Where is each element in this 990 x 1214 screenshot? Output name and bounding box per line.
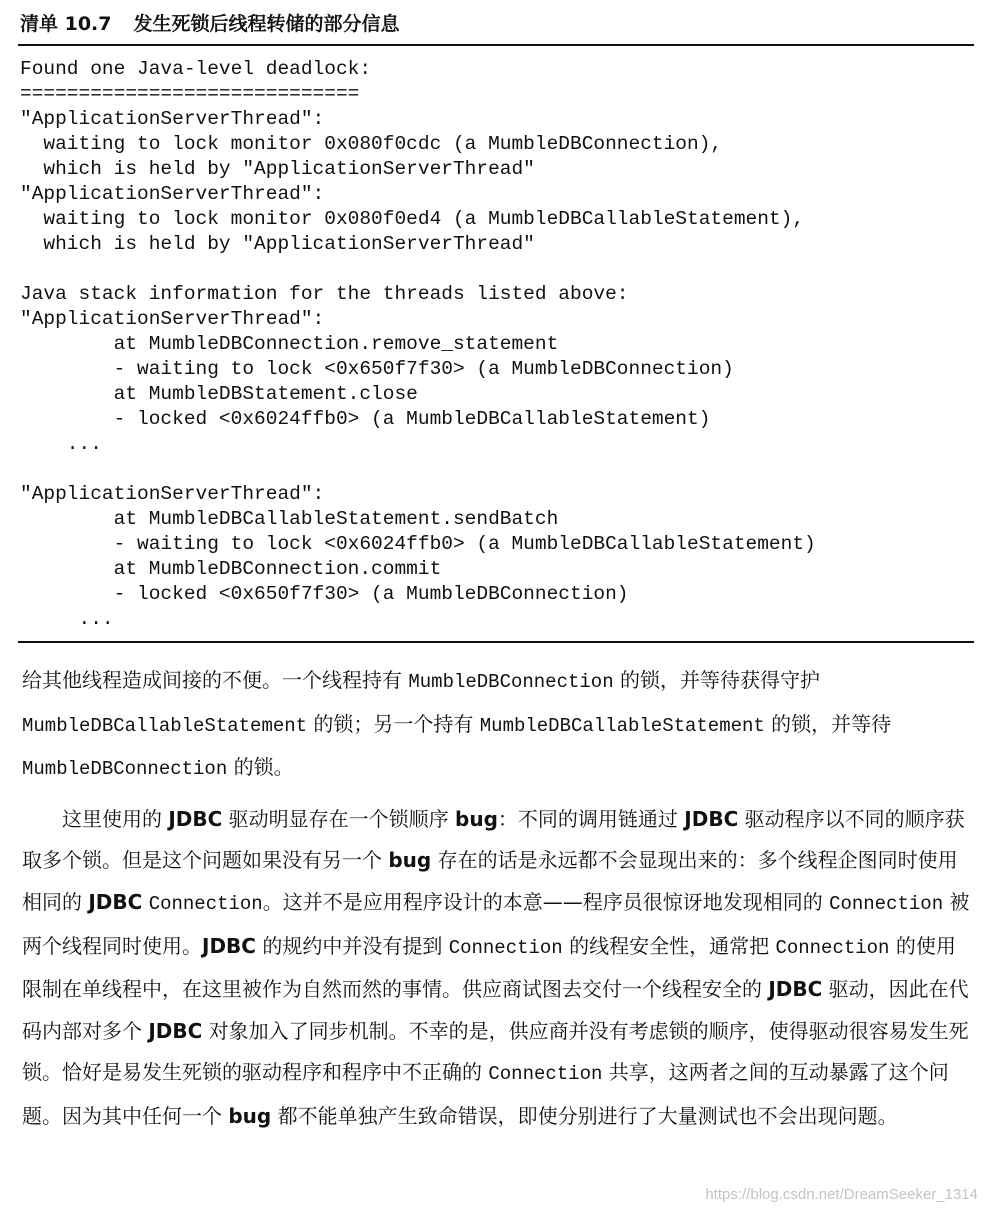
code-term: MumbleDBConnection — [22, 758, 228, 781]
text-run: 的锁；另一个持有 — [307, 711, 480, 736]
text-run: 存在的话是永远都不会显现出来的：多个线程企图同时使用相同的 — [22, 848, 958, 914]
listing-caption — [20, 8, 400, 40]
text-run: 的使用限制在单线程中，在这里被作为自然而然的事情。供应商试图去交付一个线程安全的 — [22, 933, 956, 1002]
code-line: at MumbleDBConnection.commit — [20, 558, 442, 580]
term-jdbc: JDBC — [202, 933, 256, 958]
term-bug: bug — [455, 806, 498, 831]
text-run: 驱动，因此在代码内部对多个 — [22, 977, 969, 1043]
paragraph — [22, 799, 972, 1138]
code-line — [20, 257, 816, 282]
term-jdbc: JDBC — [148, 1018, 203, 1043]
text-run: 的锁。 — [227, 755, 294, 780]
text-run: 。这并不是应用程序设计的本意——程序员很惊讶地发现相同的 — [262, 889, 830, 914]
code-line: ... — [20, 433, 102, 455]
code-line: - locked <0x6024ffb0> (a MumbleDBCallableStatement) — [20, 408, 711, 430]
text-run: 共享，这两者之间的互动暴露了这个问题。因为其中任何一个 — [22, 1060, 949, 1128]
code-term: MumbleDBConnection — [408, 671, 614, 693]
text-run: 的规约中并没有提到 — [255, 933, 449, 958]
term-jdbc: JDBC — [768, 977, 823, 1002]
code-line: - waiting to lock <0x6024ffb0> (a MumbleDBCallableStatement) — [20, 533, 816, 555]
term-jdbc: JDBC — [88, 889, 143, 914]
term-jdbc: JDBC — [168, 806, 223, 831]
term-jdbc: JDBC — [684, 806, 739, 831]
code-line: Java stack information for the threads listed above: — [20, 283, 629, 305]
code-term: Connection — [775, 936, 890, 959]
code-line: "ApplicationServerThread": — [20, 308, 325, 330]
paragraph — [22, 660, 972, 791]
code-line: - locked <0x650f7f30> (a MumbleDBConnection) — [20, 583, 629, 605]
code-term: Connection — [448, 936, 563, 959]
watermark: https://blog.csdn.net/DreamSeeker_1314 — [705, 1186, 978, 1203]
text-run: 对象加入了同步机制。不幸的是，供应商并没有考虑锁的顺序，使得驱动很容易发生死锁。恰好是易发生死锁的驱动程序和程序中不正确的 — [22, 1018, 969, 1085]
text-run: 的锁，并等待获得守护 — [613, 668, 820, 692]
listing-title: 发生死锁后线程转储的部分信息 — [133, 13, 400, 35]
term-bug: bug — [228, 1103, 272, 1128]
code-term: Connection — [488, 1063, 603, 1086]
text-run: 的锁，并等待 — [764, 711, 892, 736]
text-run: 被两个线程同时使用。 — [22, 889, 970, 958]
code-line: - waiting to lock <0x650f7f30> (a MumbleDBConnection) — [20, 358, 734, 380]
code-line: which is held by "ApplicationServerThread" — [20, 233, 535, 255]
text-run: ：不同的调用链通过 — [497, 806, 685, 831]
term-bug: bug — [388, 848, 432, 873]
code-line: "ApplicationServerThread": — [20, 483, 325, 505]
code-term: Connection — [148, 892, 263, 915]
text-run: 驱动程序以不同的顺序获取多个锁。但是这个问题如果没有另一个 — [22, 806, 965, 873]
top-rule — [18, 44, 974, 46]
text-run: 都不能单独产生致命错误，即使分别进行了大量测试也不会出现问题。 — [271, 1103, 898, 1128]
code-line: waiting to lock monitor 0x080f0ed4 (a MumbleDBCallableStatement), — [20, 208, 805, 230]
code-line: at MumbleDBCallableStatement.sendBatch — [20, 508, 559, 530]
text-run: 给其他线程造成间接的不便。一个线程持有 — [22, 668, 409, 692]
code-line: ============================= — [20, 83, 360, 105]
code-line — [20, 457, 816, 482]
code-line: waiting to lock monitor 0x080f0cdc (a MumbleDBConnection), — [20, 133, 723, 155]
code-term: Connection — [829, 892, 944, 915]
code-line: Found one Java-level deadlock: — [20, 58, 372, 80]
code-line: "ApplicationServerThread": — [20, 108, 325, 130]
code-term: MumbleDBCallableStatement — [22, 714, 308, 737]
text-run: 的线程安全性，通常把 — [562, 933, 776, 958]
thread-dump-listing — [20, 57, 816, 632]
text-run: 驱动明显存在一个锁顺序 — [222, 806, 456, 831]
code-line: at MumbleDBConnection.remove_statement — [20, 333, 559, 355]
code-line: ... — [20, 608, 114, 630]
listing-number: 清单 10.7 — [20, 13, 112, 35]
text-run: 这里使用的 — [62, 806, 169, 831]
code-line: "ApplicationServerThread": — [20, 183, 325, 205]
code-line: which is held by "ApplicationServerThread" — [20, 158, 535, 180]
code-term: MumbleDBCallableStatement — [479, 714, 765, 737]
bottom-rule — [18, 641, 974, 643]
code-line: at MumbleDBStatement.close — [20, 383, 418, 405]
body-text — [22, 660, 972, 1138]
